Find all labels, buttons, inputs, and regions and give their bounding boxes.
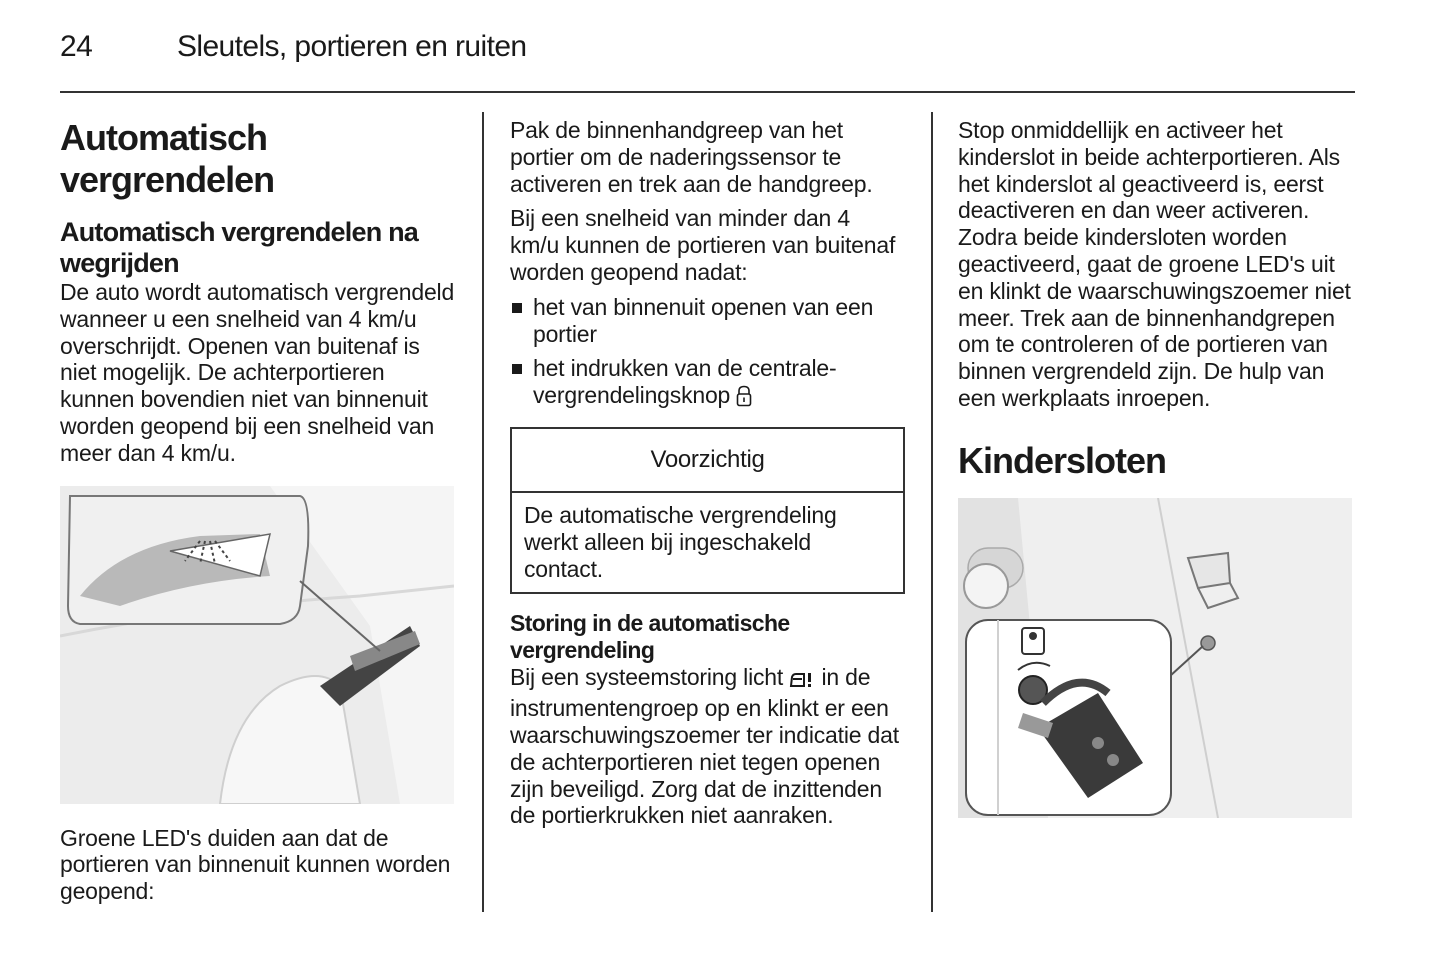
subsection-title: Automatisch vergrendelen na wegrijden xyxy=(60,217,418,278)
list-item xyxy=(510,355,905,413)
page-number: 24 xyxy=(60,30,93,63)
figure-caption: Groene LED's duiden aan dat de portieren van binnenuit kunnen worden geopend: xyxy=(60,824,451,905)
child-locks-title: Kindersloten xyxy=(958,439,1167,481)
speed-paragraph: Bij een snelheid van minder dan 4 km/u kunnen de portieren van buitenaf worden geopend nadat: xyxy=(510,205,896,285)
column-3 xyxy=(958,112,1358,818)
bullet-square xyxy=(512,303,522,313)
conditions-list xyxy=(510,294,910,413)
lock-icon xyxy=(736,385,752,413)
bullet-square xyxy=(512,364,522,374)
caution-title: Voorzichtig xyxy=(512,429,903,493)
caution-text: De automatische vergrendeling werkt alleen bij ingeschakeld contact. xyxy=(524,501,837,582)
malfunction-text-end: in de instrumentengroep op en klinkt er een waarschuwingszoemer ter indicatie dat de achterportieren niet tegen openen zijn beveiligd. Zorg dat de inzittenden de portierkrukken niet aanraken. xyxy=(510,664,899,829)
column-2 xyxy=(510,112,910,829)
list-item-text: het indrukken van de centrale-vergrendelingsknop xyxy=(533,355,837,409)
column-divider-2 xyxy=(931,112,933,912)
child-lock-drawing xyxy=(958,498,1352,818)
malfunction-paragraph xyxy=(510,664,905,829)
section-title: Automatisch vergrendelen xyxy=(60,117,275,200)
malfunction-text-start: Bij een systeemstoring licht xyxy=(510,664,784,691)
child-lock-instructions: Stop onmiddellijk en activeer het kinderslot in beide achterportieren. Als het kinderslot al geactiveerd is, eerst deactiveren en dan weer activeren. Zodra beide kindersloten worden geactiveerd, gaat de groene LED's uit en klinkt de waarschuwingszoemer niet meer. Trek aan de binnenhandgrepen om te controleren of de portieren van binnen vergrendeld zijn. De hulp van een werkplaats inroepen. xyxy=(958,117,1351,411)
sensor-paragraph: Pak de binnenhandgreep van het portier om de naderingssensor te activeren en trek aan de handgreep. xyxy=(510,117,873,197)
list-item xyxy=(510,294,905,348)
child-lock-illustration xyxy=(958,498,1352,818)
header-rule xyxy=(60,91,1355,93)
caution-box xyxy=(510,427,905,594)
door-handle-drawing xyxy=(60,486,454,804)
intro-paragraph: De auto wordt automatisch vergrendeld wanneer u een snelheid van 4 km/u overschrijdt. Openen van buitenaf is niet mogelijk. De achterportieren kunnen bovendien niet van binnenuit worden geopend bij een snelheid van meer dan 4 km/u. xyxy=(60,279,455,466)
column-divider-1 xyxy=(482,112,484,912)
malfunction-heading: Storing in de automatische vergrendeling xyxy=(510,610,790,664)
list-item-text: het van binnenuit openen van een portier xyxy=(533,293,874,347)
column-1 xyxy=(60,112,460,905)
door-warning-icon xyxy=(789,668,815,695)
door-handle-illustration xyxy=(60,486,454,804)
chapter-title: Sleutels, portieren en ruiten xyxy=(177,30,527,63)
